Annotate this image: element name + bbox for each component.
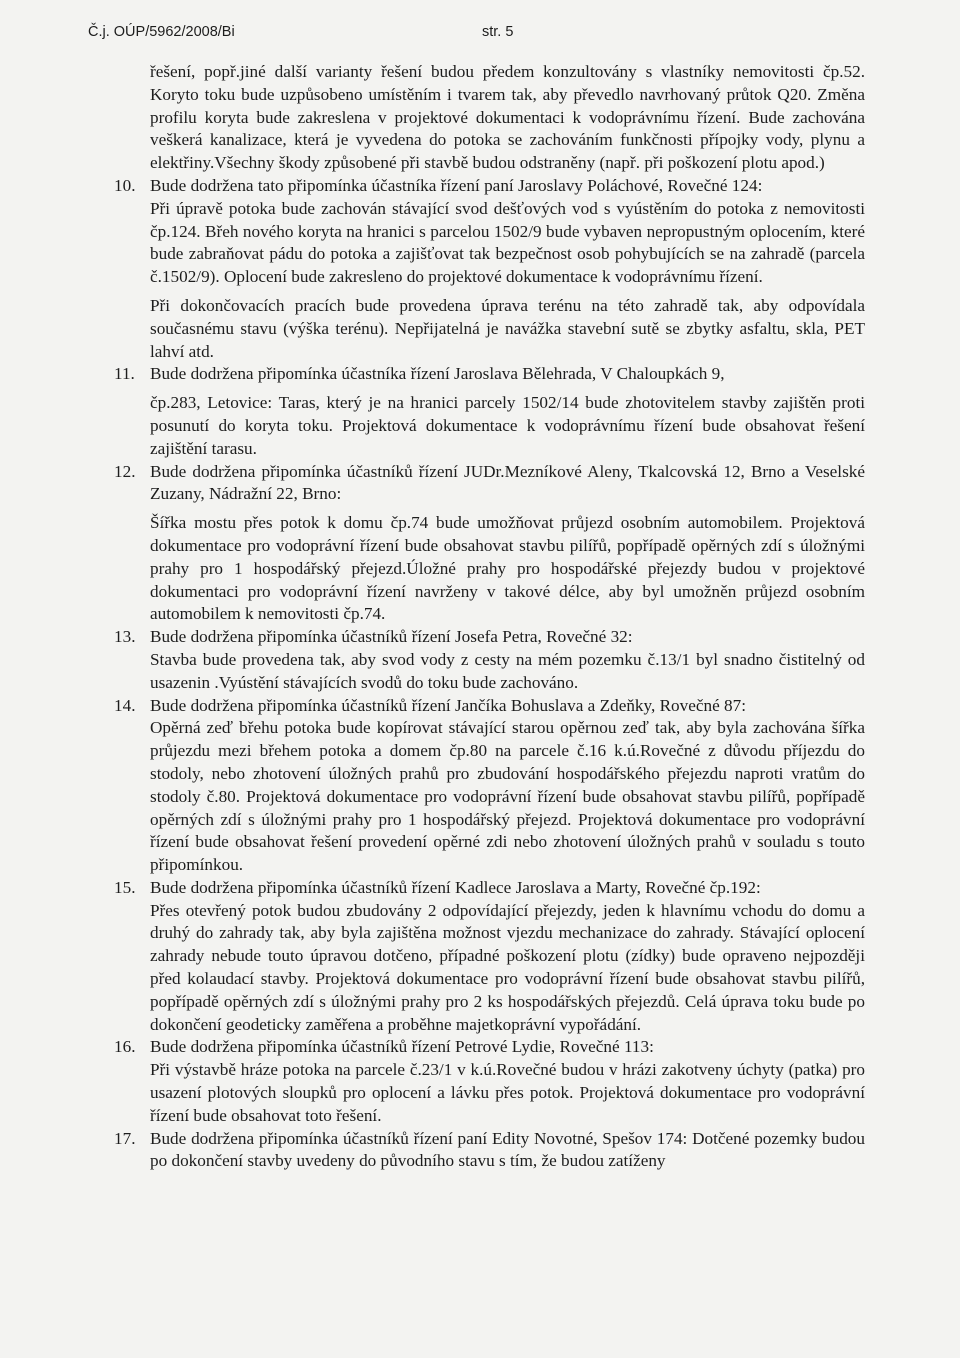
page-number: str. 5 xyxy=(482,24,514,40)
item-intro: Bude dodržena připomínka účastníků řízení Kadlece Jaroslava a Marty, Rovečné čp.192: xyxy=(150,877,761,897)
item-intro: Bude dodržena připomínka účastníka řízení Jaroslava Bělehrada, V Chaloupkách 9, xyxy=(150,364,725,384)
item-paragraph: Stavba bude provedena tak, aby svod vody z cesty na mém pozemku č.13/1 byl snadno čistitelný od usazenin .Vyústění stávajících svodů do toku bude zachováno. xyxy=(150,649,865,692)
item-intro: Bude dodržena připomínka účastníků řízení JUDr.Mezníkové Aleny, Tkalcovská 12, Brno a Veselské Zuzany, Nádražní 22, Brno: xyxy=(150,461,865,504)
item-number: 12. xyxy=(114,461,136,481)
item-number: 15. xyxy=(114,877,136,897)
item-number: 14. xyxy=(114,695,136,715)
item-intro: Bude dodržena tato připomínka účastníka řízení paní Jaroslavy Poláchové, Rovečné 124: xyxy=(150,175,763,195)
item-paragraph: Šířka mostu přes potok k domu čp.74 bude umožňovat průjezd osobním automobilem. Projektová dokumentace pro vodoprávní řízení bude obsahovat stavbu pilířů, popřípadě opěrných zdí s úložnými prahy pro 1 hospodářský přejezd.Úložné prahy pro hospodářské přejezdy budou v projektové dokumentaci pro vodoprávní řízení navrženy v takové délce, aby byl umožněn průjezd osobním automobilem k nemovitosti čp.74. xyxy=(150,513,865,624)
item-intro: Bude dodržena připomínka účastníků řízení Petrové Lydie, Rovečné 113: xyxy=(150,1037,654,1057)
item-number: 17. xyxy=(114,1128,136,1148)
item-16 xyxy=(114,1036,865,1127)
item-paragraph: Při úpravě potoka bude zachován stávající svod dešťových vod s vyústěním do potoka z nemovitosti čp.124. Břeh nového koryta na hranici s parcelou 1502/9 bude vybaven nepropustným oplocením, které bude zabraňovat pádu do potoka a zajišťovat tak bezpečnost osob pohybujících se na zahradě (parcela č.1502/9). Oplocení bude zakresleno do projektové dokumentace k vodoprávnímu řízení. xyxy=(150,198,865,287)
item-number: 11. xyxy=(114,364,135,384)
item-intro: Bude dodržena připomínka účastníků řízení Jančíka Bohuslava a Zdeňky, Rovečné 87: xyxy=(150,695,746,715)
item-number: 10. xyxy=(114,175,136,195)
item-12 xyxy=(114,461,865,627)
continuation-paragraph: řešení, popř.jiné další varianty řešení budou předem konzultovány s vlastníky nemovitosti čp.52. Koryto toku bude uzpůsobeno umístěním i tvarem tak, aby převedlo navrhovaný průtok Q20. Změna profilu koryta bude zakreslena v projektové dokumentaci k vodoprávnímu řízení. Bude zachována veškerá kanalizace, která je vyvedena do potoka se zachováním funkčnosti přípojky vody, plynu a elektřiny.Všechny škody způsobené při stavbě budou odstraněny (např. při poškození plotu apod.) xyxy=(150,62,865,173)
item-15 xyxy=(114,877,865,1037)
item-13 xyxy=(114,626,865,694)
item-14 xyxy=(114,695,865,877)
item-intro: Bude dodržena připomínka účastníků řízení paní Edity Novotné, Spešov 174: Dotčené pozemky budou po dokončení stavby uvedeny do původního stavu s tím, že budou zatíženy xyxy=(150,1128,865,1171)
item-17 xyxy=(114,1128,865,1174)
page-header xyxy=(88,24,870,46)
item-paragraph: čp.283, Letovice: Taras, který je na hranici parcely 1502/14 bude zhotovitelem stavby zajištěn proti posunutí do koryta toku. Projektová dokumentace k vodoprávnímu řízení bude obsahovat řešení zajištění tarasu. xyxy=(150,393,865,458)
item-paragraph: Při výstavbě hráze potoka na parcele č.23/1 v k.ú.Rovečné budou v hrázi zakotveny úchyty (patka) pro usazení plotových sloupků pro oplocení a lávku přes potok. Projektová dokumentace pro vodoprávní řízení bude obsahovat toto řešení. xyxy=(150,1060,865,1125)
item-11 xyxy=(114,363,865,460)
document-body xyxy=(114,61,865,1173)
item-number: 13. xyxy=(114,627,136,647)
item-paragraph: Přes otevřený potok budou zbudovány 2 odpovídající přejezdy, jeden k hlavnímu vchodu do domu a druhý do zahrady tak, aby byla zajištěna možnost vjezdu mechanizace do zahrady. Stávající oplocení zahrady nebude touto úpravou dotčeno, případné poškození plotu (zídky) bude opraveno nejpozději před kolaudací stavby. Projektová dokumentace pro vodoprávní řízení bude obsahovat stavbu pilířů, popřípadě opěrných zdí s úložnými prahy pro 2 ks hospodářských přejezdů. Celá úprava toku bude po dokončení geodeticky zaměřena a proběhne majetkoprávní vypořádání. xyxy=(150,900,865,1034)
item-10 xyxy=(114,175,865,363)
reference-number: Č.j. OÚP/5962/2008/Bi xyxy=(88,24,235,40)
item-paragraph: Opěrná zeď břehu potoka bude kopírovat stávající starou opěrnou zeď tak, aby byla zachována šířka průjezdu mezi břehem potoka a domem čp.80 na parcele č.16 k.ú.Rovečné z důvodu příjezdu do stodoly, nebo zhotovení úložných prahů pro zbudování hospodářského přejezdu naproti vratům do stodoly č.80. Projektová dokumentace pro vodoprávní řízení bude obsahovat stavbu pilířů, popřípadě opěrných zdí s úložnými prahy pro 1 hospodářský přejezd. Projektová dokumentace pro vodoprávní řízení bude obsahovat řešení provedení opěrné zdi nebo zhotovení úložných prahů v souladu s touto připomínkou. xyxy=(150,718,865,875)
item-paragraph: Při dokončovacích pracích bude provedena úprava terénu na této zahradě tak, aby odpovídala současnému stavu (výška terénu). Nepřijatelná je navážka stavební sutě se zbytky asfaltu, skla, PET lahví atd. xyxy=(150,295,865,361)
item-number: 16. xyxy=(114,1037,136,1057)
item-intro: Bude dodržena připomínka účastníků řízení Josefa Petra, Rovečné 32: xyxy=(150,627,633,647)
